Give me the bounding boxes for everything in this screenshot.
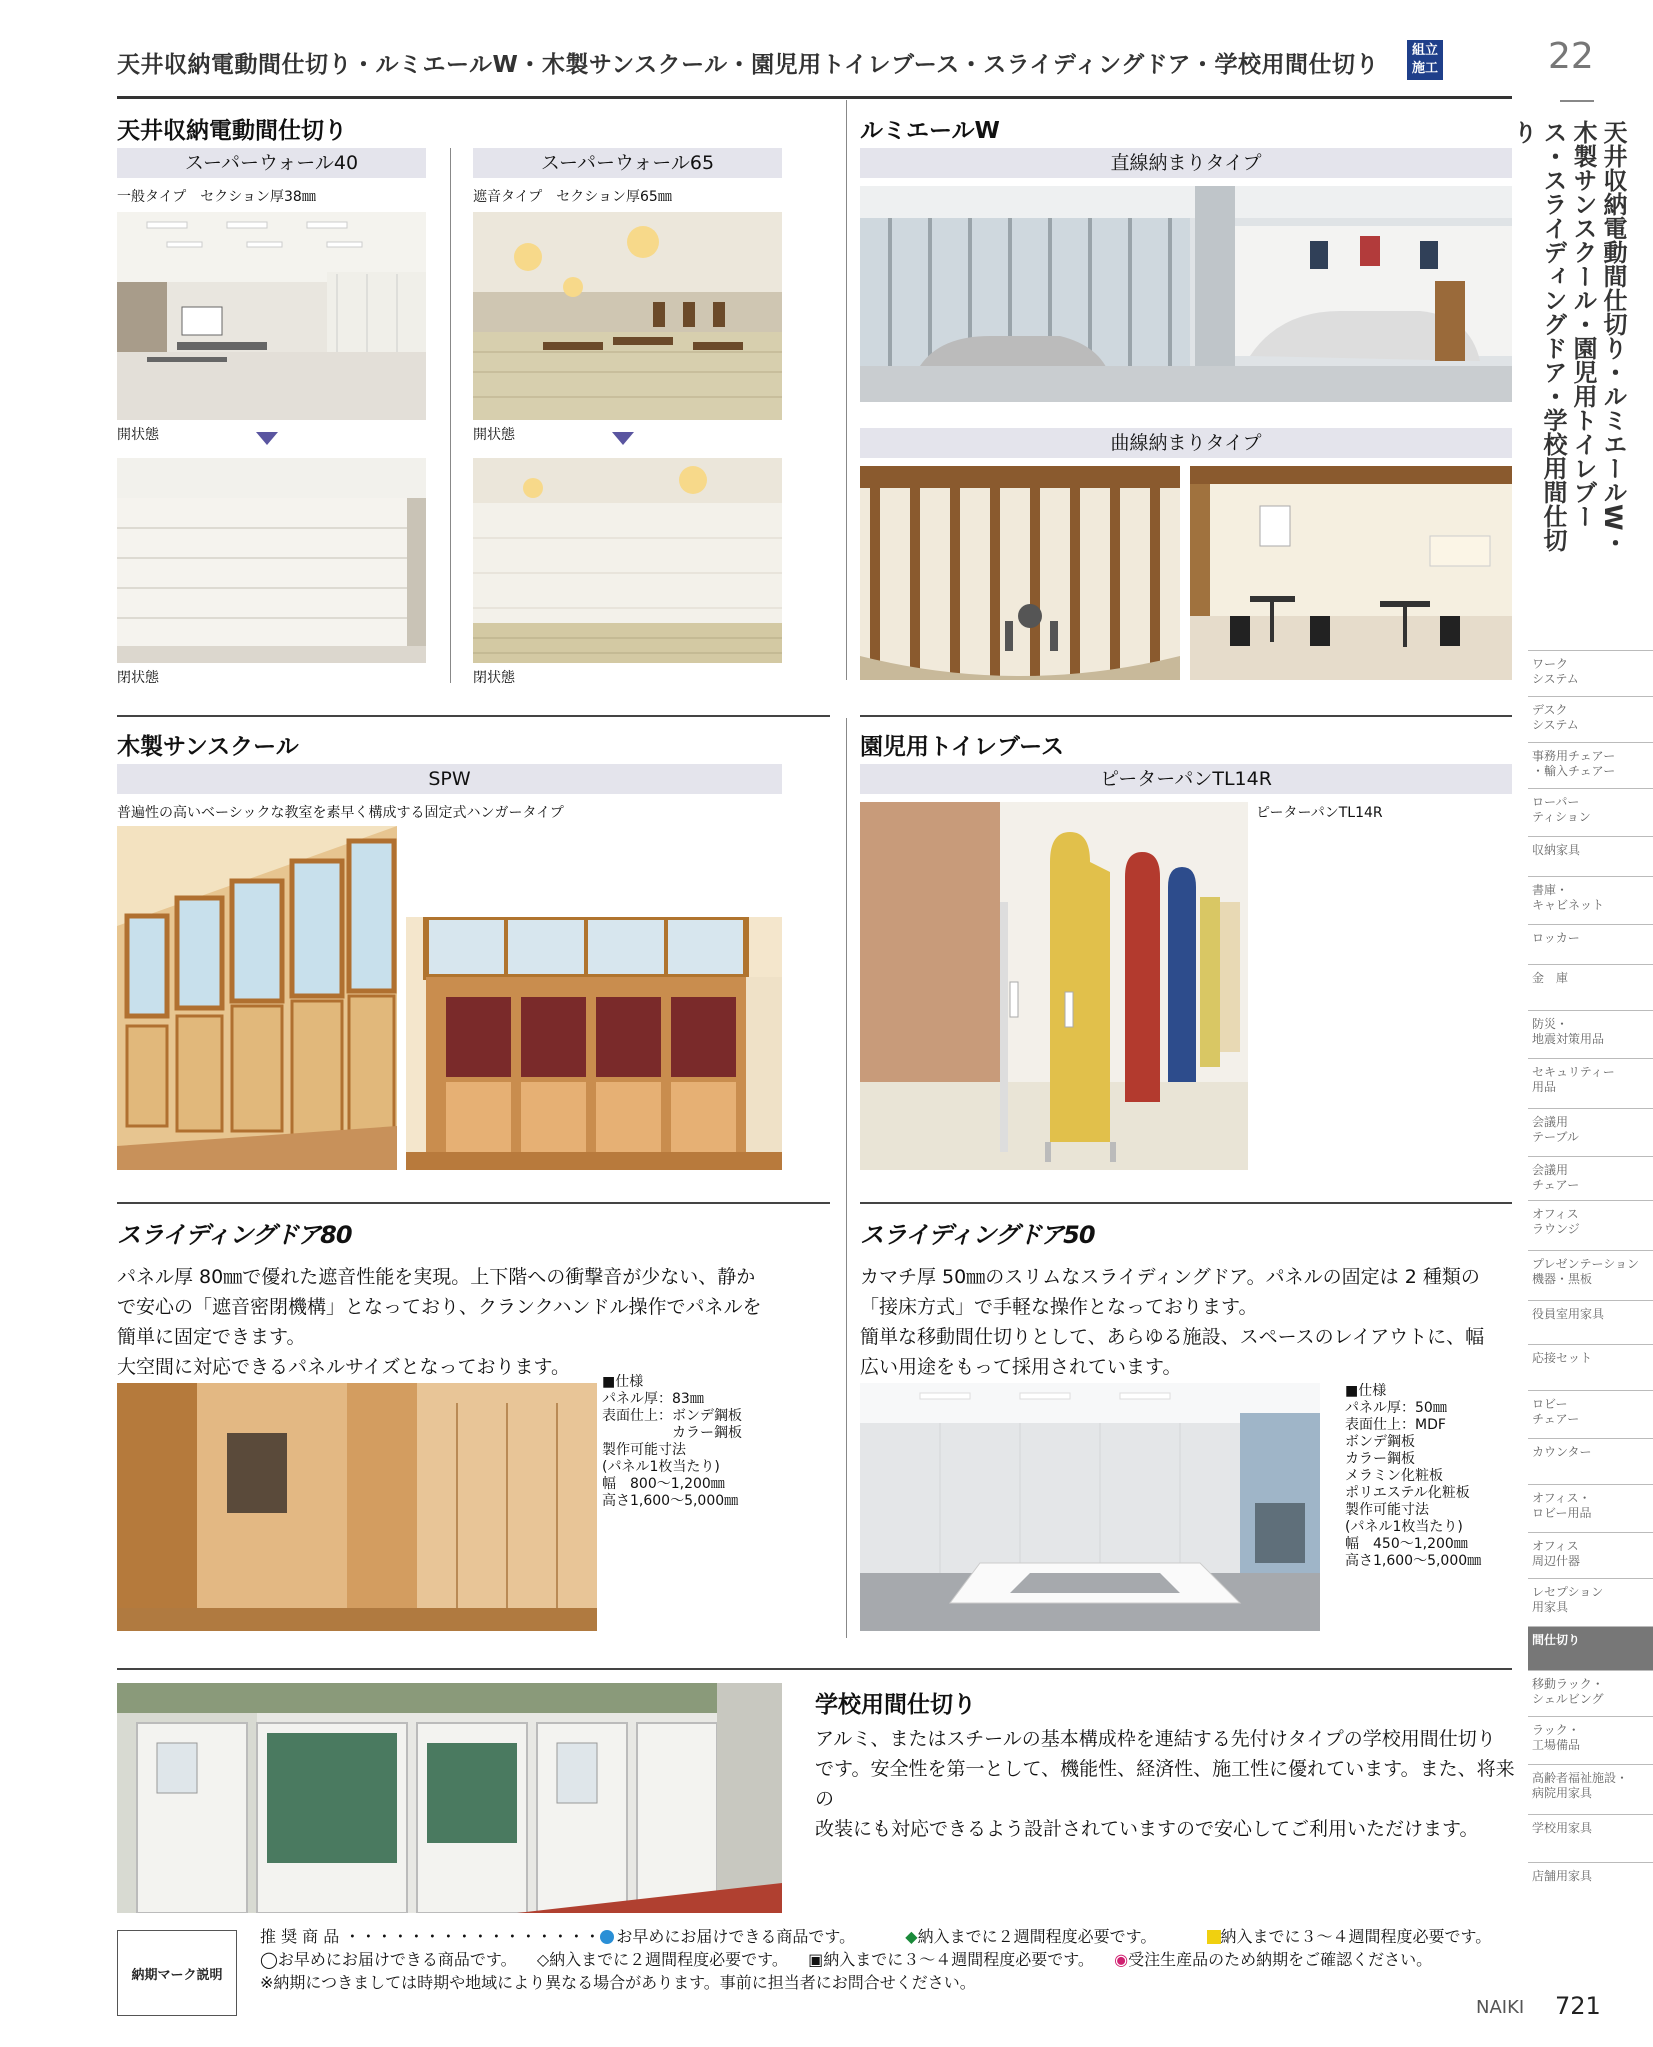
section-title-school: 学校用間仕切り	[815, 1692, 976, 1718]
sidebar-item[interactable]: ワーク システム	[1528, 650, 1653, 696]
sidebar-item[interactable]: 学校用家具	[1528, 1814, 1653, 1862]
band-spw: SPW	[117, 764, 782, 794]
sd80-description: パネル厚 80㎜で優れた遮音性能を実現。上下階への衝撃音が少ない、静か で安心の「遮音密閉機構」となっており、クランクハンドル操作でパネルを 簡単に固定できます。 大空間に対応できるパネルサイズとなっております。	[117, 1266, 762, 1378]
sidebar-item[interactable]: ラック・ 工場備品	[1528, 1716, 1653, 1764]
footer-line-1: 推 奨 商 品 ・・・・・・・・・・・・・・・・ お早めにお届けできる商品です。 ◆納入までに２週間程度必要です。 納入までに３～４週間程度必要です。	[260, 1927, 1492, 1946]
photo-school-partition	[117, 1683, 782, 1913]
section-title-toilet: 園児用トイレブース	[860, 734, 1065, 760]
sidebar-item[interactable]: 間仕切り	[1528, 1626, 1653, 1670]
sidebar-item[interactable]: プレゼンテーション 機器・黒板	[1528, 1250, 1653, 1300]
footer-line-2: ◯お早めにお届けできる商品です。 ◇納入までに２週間程度必要です。 ▣納入までに３～４週間程度必要です。 ◉受注生産品のため納期をご確認ください。	[260, 1950, 1433, 1969]
band-peterpan: ピーターパンTL14R	[860, 764, 1512, 794]
sidebar-item[interactable]: 移動ラック・ シェルビング	[1528, 1670, 1653, 1716]
sidebar-item[interactable]: 会議用 チェアー	[1528, 1156, 1653, 1200]
label-sw40-closed: 閉状態	[117, 670, 159, 686]
photo-lumiere-straight	[860, 186, 1512, 402]
sidebar-item[interactable]: 金 庫	[1528, 964, 1653, 1010]
sidebar-item[interactable]: 事務用チェアー ・輸入チェアー	[1528, 742, 1653, 788]
section-title-sunschool: 木製サンスクール	[117, 734, 299, 760]
section-divider-2	[860, 715, 1512, 717]
photo-sw65-open	[473, 212, 782, 420]
page-number: 721	[1555, 1992, 1601, 2020]
sidebar-item[interactable]: 書庫・ キャビネット	[1528, 876, 1653, 924]
photo-spw-corridor	[117, 826, 397, 1170]
sd80-spec: ■仕様 パネル厚：83㎜ 表面仕上：ボンデ鋼板 カラー鋼板 製作可能寸法 (パネル1枚当たり) 幅 800～1,200㎜ 高さ1,600～5,000㎜	[602, 1374, 742, 1509]
square-dot-icon: ▣	[808, 1950, 824, 1969]
circle-icon: ◯	[260, 1950, 278, 1969]
photo-sw40-closed	[117, 458, 426, 663]
sidebar-item[interactable]: セキュリティー 用品	[1528, 1058, 1653, 1108]
section-divider-4	[860, 1202, 1512, 1204]
caption-peterpan: ピーターパンTL14R	[1256, 805, 1383, 821]
sidebar-item[interactable]: オフィス 周辺什器	[1528, 1532, 1653, 1578]
sidebar-item[interactable]: カウンター	[1528, 1438, 1653, 1484]
photo-sw40-open	[117, 212, 426, 420]
photo-sd80	[117, 1383, 597, 1631]
section-divider-3	[117, 1202, 830, 1204]
logo-sliding-door-50: スライディングドア50	[860, 1221, 1095, 1249]
delivery-mark-legend: 納期マーク説明	[117, 1930, 237, 2016]
page-divider-bottom	[846, 718, 847, 1638]
label-sw65-closed: 閉状態	[473, 670, 515, 686]
photo-sd50	[860, 1383, 1320, 1631]
band-curve: 曲線納まりタイプ	[860, 428, 1512, 458]
sidebar-item[interactable]: デスク システム	[1528, 696, 1653, 742]
sidebar-item[interactable]: 高齢者福祉施設・ 病院用家具	[1528, 1764, 1653, 1814]
label-sw40-open: 開状態	[117, 427, 159, 443]
brand-name: NAIKI	[1476, 1997, 1525, 2018]
sidebar-item[interactable]: ロッカー	[1528, 924, 1653, 964]
blue-dot-icon	[600, 1930, 614, 1944]
sidebar-item[interactable]: 応接セット	[1528, 1344, 1653, 1390]
section-title-lumiere: ルミエールW	[860, 118, 1000, 144]
sd50-spec: ■仕様 パネル厚：50㎜ 表面仕上：MDF ボンデ鋼板 カラー鋼板 メラミン化粧板 ポリエステル化粧板 製作可能寸法 (パネル1枚当たり) 幅 450～1,200㎜ 高さ1,600～5,000㎜	[1345, 1383, 1482, 1569]
photo-spw-classroom	[406, 917, 782, 1170]
order-mark-icon: ◉	[1114, 1950, 1129, 1969]
yellow-square-icon	[1207, 1930, 1221, 1944]
diamond-icon: ◇	[536, 1950, 550, 1969]
section-divider-5	[117, 1668, 1512, 1670]
caption-spw: 普遍性の高いベーシックな教室を素早く構成する固定式ハンガータイプ	[117, 805, 564, 821]
photo-lumiere-curve-2	[1190, 466, 1512, 680]
header-title: 天井収納電動間仕切り・ルミエールW・木製サンスクール・園児用トイレブース・スライディングドア・学校用間仕切り	[117, 52, 1379, 78]
sidebar-item[interactable]: 収納家具	[1528, 836, 1653, 876]
column-divider	[450, 148, 451, 683]
sidebar-item[interactable]: 役員室用家具	[1528, 1300, 1653, 1344]
sidebar-item[interactable]: ロビー チェアー	[1528, 1390, 1653, 1438]
school-description: アルミ、またはスチールの基本構成枠を連結する先付けタイプの学校用間仕切り です。安全性を第一として、機能性、経済性、施工性に優れています。また、将来の 改装にも対応できるよう設計されていますので安心してご利用いただけます。	[815, 1728, 1515, 1840]
band-superwall65: スーパーウォール65	[473, 148, 782, 178]
photo-sw65-closed	[473, 458, 782, 663]
page-divider-top	[846, 100, 847, 680]
section-divider-1	[117, 715, 830, 717]
photo-lumiere-curve-1	[860, 466, 1180, 680]
label-sw65-open: 開状態	[473, 427, 515, 443]
sidebar-item[interactable]: 会議用 テーブル	[1528, 1108, 1653, 1156]
sidebar-item[interactable]: オフィス・ ロビー用品	[1528, 1484, 1653, 1532]
header-rule	[117, 96, 1512, 99]
photo-toilet-booth	[860, 802, 1248, 1170]
footer-note: ※納期につきましては時期や地域により異なる場合があります。事前に担当者にお問合せください。	[260, 1973, 976, 1992]
sidebar-item[interactable]: ローパー ティション	[1528, 788, 1653, 836]
sidebar-item[interactable]: 店舗用家具	[1528, 1862, 1653, 1906]
arrow-down-icon-2	[612, 432, 634, 445]
chapter-dash	[1560, 100, 1594, 102]
arrow-down-icon	[256, 432, 278, 445]
green-diamond-icon: ◆	[905, 1927, 918, 1946]
sidebar-item[interactable]: 防災・ 地震対策用品	[1528, 1010, 1653, 1058]
caption-sw65: 遮音タイプ セクション厚65㎜	[473, 189, 672, 205]
band-superwall40: スーパーウォール40	[117, 148, 426, 178]
sidebar-item[interactable]: オフィス ラウンジ	[1528, 1200, 1653, 1250]
band-straight: 直線納まりタイプ	[860, 148, 1512, 178]
section-title-tenjo: 天井収納電動間仕切り	[117, 118, 347, 144]
caption-sw40: 一般タイプ セクション厚38㎜	[117, 189, 316, 205]
chapter-number: 22	[1548, 36, 1594, 77]
logo-sliding-door-80: スライディングドア80	[117, 1221, 352, 1249]
sd50-description: カマチ厚 50㎜のスリムなスライディングドア。パネルの固定は 2 種類の 「接床方式」で手軽な操作となっております。 簡単な移動間仕切りとして、あらゆる施設、スペースのレイアウトに、幅 広い用途をもって採用されています。	[860, 1266, 1485, 1378]
vertical-title: 天井収納電動間仕切り・ルミエールW・木製サンスクール・園児用トイレブース・スライディングドア・学校用間仕切り	[1509, 120, 1627, 555]
assembly-badge: 組立施工	[1407, 40, 1443, 80]
sidebar-item[interactable]: レセプション 用家具	[1528, 1578, 1653, 1626]
